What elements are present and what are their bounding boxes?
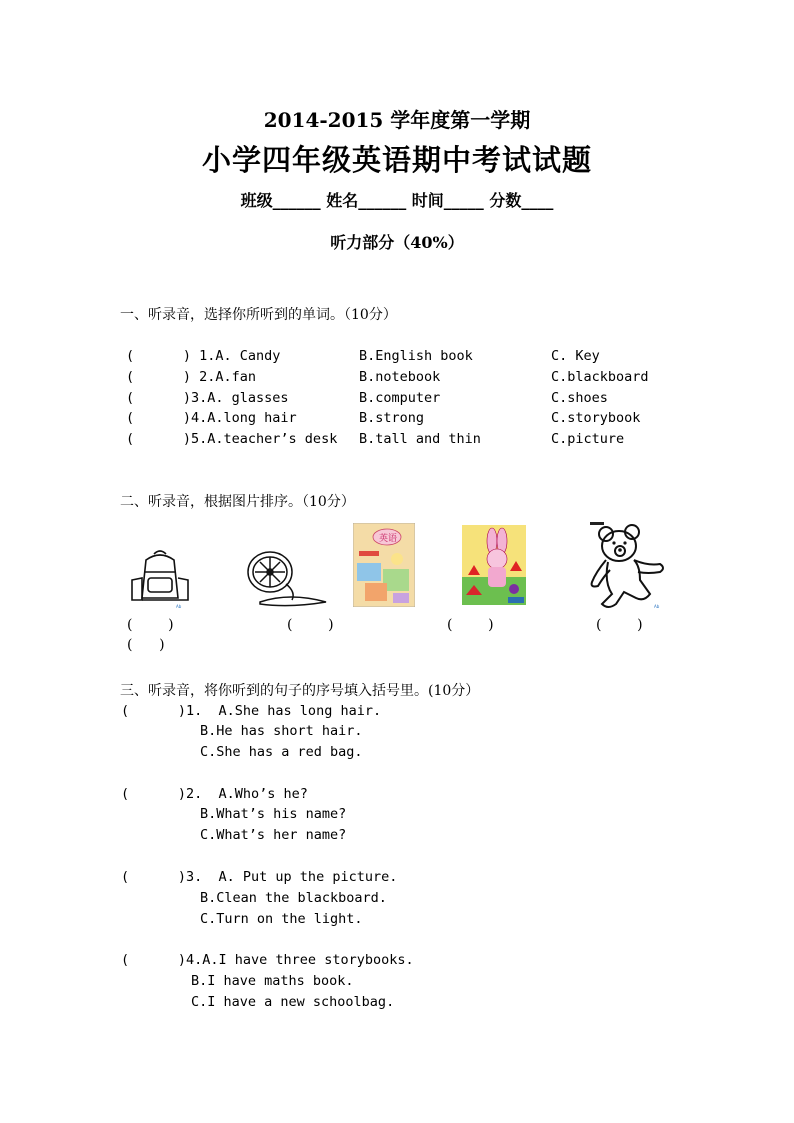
part1-q2-option-b: B.notebook bbox=[359, 369, 441, 385]
part1-q3-option-c: C.shoes bbox=[551, 390, 608, 406]
part3-heading: 三、听录音，将你听到的句子的序号填入括号里。(10分） bbox=[120, 683, 480, 699]
part3-q4-option-a: ( )4.A.I have three storybooks. bbox=[121, 952, 414, 968]
part1-q2-option-a: ( ) 2.A.fan bbox=[126, 369, 257, 385]
year-term: 2014-2015 学年度第一学期 bbox=[263, 108, 531, 132]
storybook-picture bbox=[462, 525, 526, 605]
picture1-answer-paren: ( ) bbox=[127, 617, 174, 633]
part1-q5-option-a: ( )5.A.teacher’s desk bbox=[126, 431, 338, 447]
part3-q1-option-c: C.She has a red bag. bbox=[200, 744, 363, 760]
picture3-answer-paren: ( ) bbox=[447, 617, 494, 633]
svg-text:Ab: Ab bbox=[176, 604, 182, 609]
fan-picture bbox=[230, 548, 330, 608]
part2-heading: 二、听录音，根据图片排序。（10分） bbox=[120, 494, 355, 510]
part3-q3-option-b: B.Clean the blackboard. bbox=[200, 890, 387, 906]
teddy-bear-picture bbox=[588, 520, 672, 610]
listening-section-title: 听力部分（40%） bbox=[330, 233, 464, 252]
schoolbag-picture bbox=[128, 550, 192, 610]
part1-q5-option-b: B.tall and thin bbox=[359, 431, 481, 447]
part1-q4-option-a: ( )4.A.long hair bbox=[126, 410, 297, 426]
part3-q2-option-a: ( )2. A.Who’s he? bbox=[121, 786, 308, 802]
part1-heading: 一、听录音，选择你所听到的单词。（10分） bbox=[120, 307, 397, 323]
picture2-answer-paren: ( ) bbox=[287, 617, 334, 633]
part1-q1-option-c: C. Key bbox=[551, 348, 600, 364]
part1-q1-option-a: ( ) 1.A. Candy bbox=[126, 348, 281, 364]
book-cover-label: 英语 bbox=[379, 534, 398, 544]
part1-q1-option-b: B.English book bbox=[359, 348, 473, 364]
part3-q4-option-c: C.I have a new schoolbag. bbox=[191, 994, 395, 1010]
student-info-line: 班级______ 姓名______ 时间_____ 分数____ bbox=[240, 191, 554, 210]
part1-q4-option-c: C.storybook bbox=[551, 410, 641, 426]
part3-q2-option-c: C.What’s her name? bbox=[200, 827, 347, 843]
part3-q1-option-b: B.He has short hair. bbox=[200, 723, 363, 739]
part3-q3-option-a: ( )3. A. Put up the picture. bbox=[121, 869, 398, 885]
part1-q2-option-c: C.blackboard bbox=[551, 369, 649, 385]
exam-title: 小学四年级英语期中考试试题 bbox=[201, 143, 592, 177]
part1-q3-option-b: B.computer bbox=[359, 390, 441, 406]
picture5-answer-paren: ( ) bbox=[127, 637, 165, 653]
part1-q4-option-b: B.strong bbox=[359, 410, 425, 426]
part3-q2-option-b: B.What’s his name? bbox=[200, 806, 347, 822]
part1-q3-option-a: ( )3.A. glasses bbox=[126, 390, 289, 406]
english-book-picture bbox=[353, 523, 415, 607]
picture4-answer-paren: ( ) bbox=[596, 617, 643, 633]
part3-q4-option-b: B.I have maths book. bbox=[191, 973, 354, 989]
part3-q1-option-a: ( )1. A.She has long hair. bbox=[121, 703, 382, 719]
part3-q3-option-c: C.Turn on the light. bbox=[200, 911, 363, 927]
svg-text:Ab: Ab bbox=[654, 604, 660, 609]
part1-q5-option-c: C.picture bbox=[551, 431, 625, 447]
